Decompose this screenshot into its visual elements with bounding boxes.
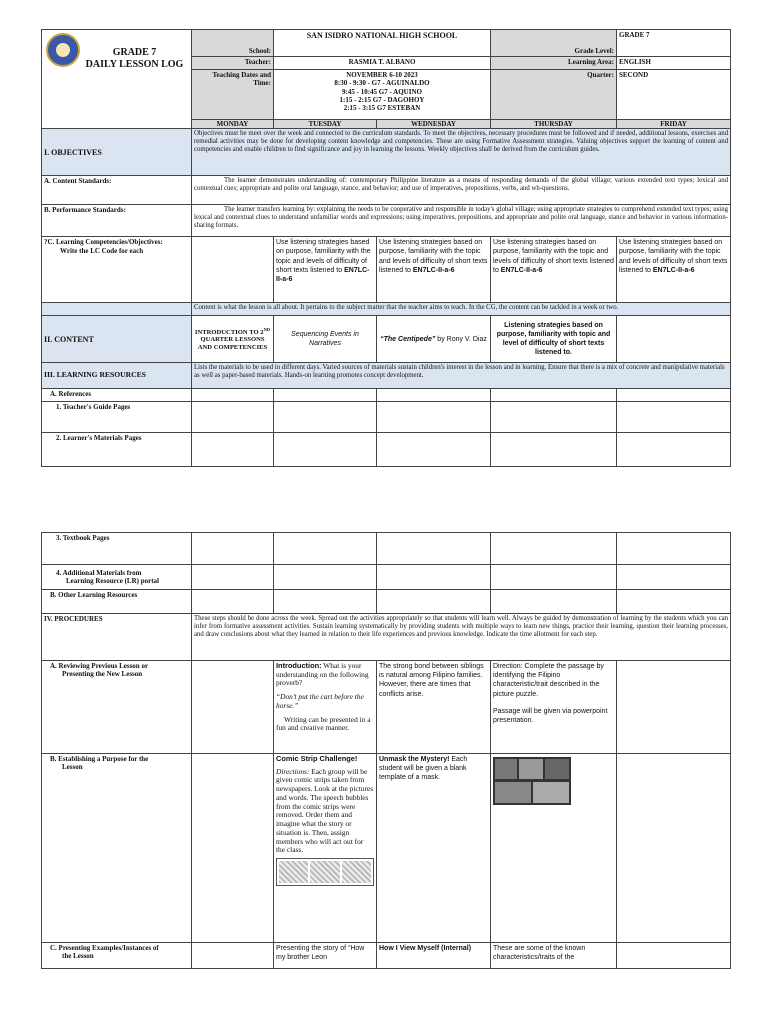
content-standards-label: A. Content Standards: [42, 176, 192, 205]
performance-standards-label: B. Performance Standards: [42, 205, 192, 237]
objectives-label: I. OBJECTIVES [42, 129, 192, 176]
comic-strip-image [276, 858, 374, 886]
day-header-wednesday: WEDNESDAY [377, 120, 491, 129]
competency-friday: Use listening strategies based on purpose, familiarity with the topic and levels of difficulty of short texts listened to EN7LC-II-a-6 [617, 237, 731, 303]
competency-wednesday: Use listening strategies based on purpose, familiarity with the topic and levels of difficulty of short texts listened to EN7LC-II-a-6 [377, 237, 491, 303]
content-thursday: Listening strategies based on purpose, familiarity with topic and level of difficulty of short texts listened to. [491, 316, 617, 363]
purpose-thursday [491, 754, 617, 943]
day-header-thursday: THURSDAY [491, 120, 617, 129]
review-label: A. Reviewing Previous Lesson or Presenting the New Lesson [42, 661, 192, 754]
content-tuesday: Sequencing Events in Narratives [274, 316, 377, 363]
lesson-log-table-page1 [41, 29, 731, 467]
learning-resources-text: Lists the materials to be used in different days. Varied sources of materials sustain children's interest in the lesson and in learning. Ensure that there is a mix of concrete and manipulative materials as well as paper-based materials. Hands-on learning promotes concept development. [192, 363, 731, 389]
grade-title: GRADE 7 [112, 47, 157, 58]
examples-thursday: These are some of the known characteristics/traits of the [491, 943, 617, 969]
picture-puzzle-image [493, 757, 571, 805]
content-standards-text: The learner demonstrates understanding of: contemporary Philippine literature as a means of responding demands of the global village; various extended text types; lexical and contextual cues; appropriate and polite oral language, stance, and behavior; and use of imperatives, prepositions, verbs, and wh-questions. [192, 176, 731, 205]
learners-materials-label: 2. Learner's Materials Pages [42, 433, 192, 467]
deped-seal-icon [46, 33, 80, 67]
objectives-text: Objectives must be meet over the week and connected to the curriculum standards. To meet the objectives, necessary procedures must be followed and if needed, additional lessons, exercises and remedial activities may be done for developing content knowledge and competencies. These are using Formative Assessment strategies. Valuing objectives support the learning of content and competencies and enable children to find significance and joy in learning the lessons. Weekly objectives shall be derived from the curriculum guides. [192, 129, 731, 176]
quarter-label: Quarter: [491, 70, 617, 120]
content-friday [617, 316, 731, 363]
learning-area-value: ENGLISH [617, 57, 731, 70]
log-title: DAILY LESSON LOG [85, 58, 184, 70]
content-label: II. CONTENT [42, 316, 192, 363]
examples-wednesday: How I View Myself (Internal) [377, 943, 491, 969]
other-resources-label: B. Other Learning Resources [42, 590, 192, 614]
teacher-value: RASMIA T. ALBANO [274, 57, 491, 70]
teacher-label: Teacher: [192, 57, 274, 70]
day-header-friday: FRIDAY [617, 120, 731, 129]
grade-level-label: Grade Level: [491, 30, 617, 57]
school-value: SAN ISIDRO NATIONAL HIGH SCHOOL [274, 30, 491, 57]
lesson-log-table-page2 [41, 532, 731, 969]
content-note-spacer [42, 303, 192, 316]
procedures-label: IV. PROCEDURES [42, 614, 192, 661]
purpose-wednesday: Unmask the Mystery! Each student will be given a blank template of a mask. [377, 754, 491, 943]
review-wednesday: The strong bond between siblings is natural among Filipino families. However, there are times that conflicts arise. [377, 661, 491, 754]
grade-level-value: GRADE 7 [617, 30, 731, 57]
purpose-label: B. Establishing a Purpose for the Lesson [42, 754, 192, 943]
examples-tuesday: Presenting the story of “How my brother Leon [274, 943, 377, 969]
review-thursday: Direction: Complete the passage by identifying the Filipino characteristic/trait described in the picture puzzle. Passage will be given via powerpoint presentation. [491, 661, 617, 754]
procedures-text: These steps should be done across the week. Spread out the activities appropriately so that students will learn well. Always be guided by demonstration of learning by the students which you can infer from formative assessment activities. Sustain learning systematically by providing students with multiple ways to learn new things, practice their learning, question their learning processes, and draw conclusions about what they learned in relation to their life experiences and previous knowledge. Indicate the time allotment for each step. [192, 614, 731, 661]
dates-label: Teaching Dates and Time: [192, 70, 274, 120]
examples-label: C. Presenting Examples/Instances of the Lesson [42, 943, 192, 969]
day-header-monday: MONDAY [192, 120, 274, 129]
dates-value: NOVEMBER 6-10 2023 8:30 - 9:30 - G7 - AGUINALDO 9:45 - 10:45 G7 - AQUINO 1:15 - 2:15 G7 - DAGOHOY 2:15 - 3:15 G7 ESTEBAN [274, 70, 491, 120]
quarter-value: SECOND [617, 70, 731, 120]
school-label: School: [192, 30, 274, 57]
teachers-guide-label: 1. Teacher's Guide Pages [42, 402, 192, 433]
performance-standards-text: The learner transfers learning by: explaining the needs to be cooperative and responsible in today's global village; using appropriate strategies to comprehend extended text types; using lexical and contextual clues to understand unfamiliar words and expressions; using imperatives, prepositions, and appropriate and polite oral language, stance and behavior in various information-sharing formats. [192, 205, 731, 237]
competency-monday [192, 237, 274, 303]
content-monday: INTRODUCTION TO 2ND QUARTER LESSONS AND COMPETENCIES [192, 316, 274, 363]
learning-resources-label: III. LEARNING RESOURCES [42, 363, 192, 389]
review-tuesday: Introduction: What is your understanding on the following proverb? “Don’t put the cart before the horse.” Writing can be presented in a fun and creative manner. [274, 661, 377, 754]
references-label: A. References [42, 389, 192, 402]
day-header-tuesday: TUESDAY [274, 120, 377, 129]
competency-thursday: Use listening strategies based on purpose, familiarity with the topic and levels of difficulty of short texts listened to EN7LC-II-a-6 [491, 237, 617, 303]
textbook-label: 3. Textbook Pages [42, 533, 192, 565]
competencies-label: ?C. Learning Competencies/Objectives: Write the LC Code for each [42, 237, 192, 303]
competency-tuesday: Use listening strategies based on purpose, familiarity with the topic and levels of difficulty of short texts listened to EN7LC-II-a-6 [274, 237, 377, 303]
learning-area-label: Learning Area: [491, 57, 617, 70]
title-block [42, 30, 192, 129]
purpose-tuesday: Comic Strip Challenge! Directions: Each group will be given comic strips taken from newspapers. Look at the pictures and words. The speech bubbles from the comic strips were removed. Order them and imagine what the story or situation is. Then, assign members who will act out for the class. [274, 754, 377, 943]
content-wednesday: “The Centipede” by Rony V. Diaz [377, 316, 491, 363]
content-note: Content is what the lesson is all about. It pertains to the subject matter that the teacher aims to teach. In the CG, the content can be tackled in a week or two. [192, 303, 731, 316]
additional-materials-label: 4. Additional Materials from Learning Resource (LR) portal [42, 565, 192, 590]
